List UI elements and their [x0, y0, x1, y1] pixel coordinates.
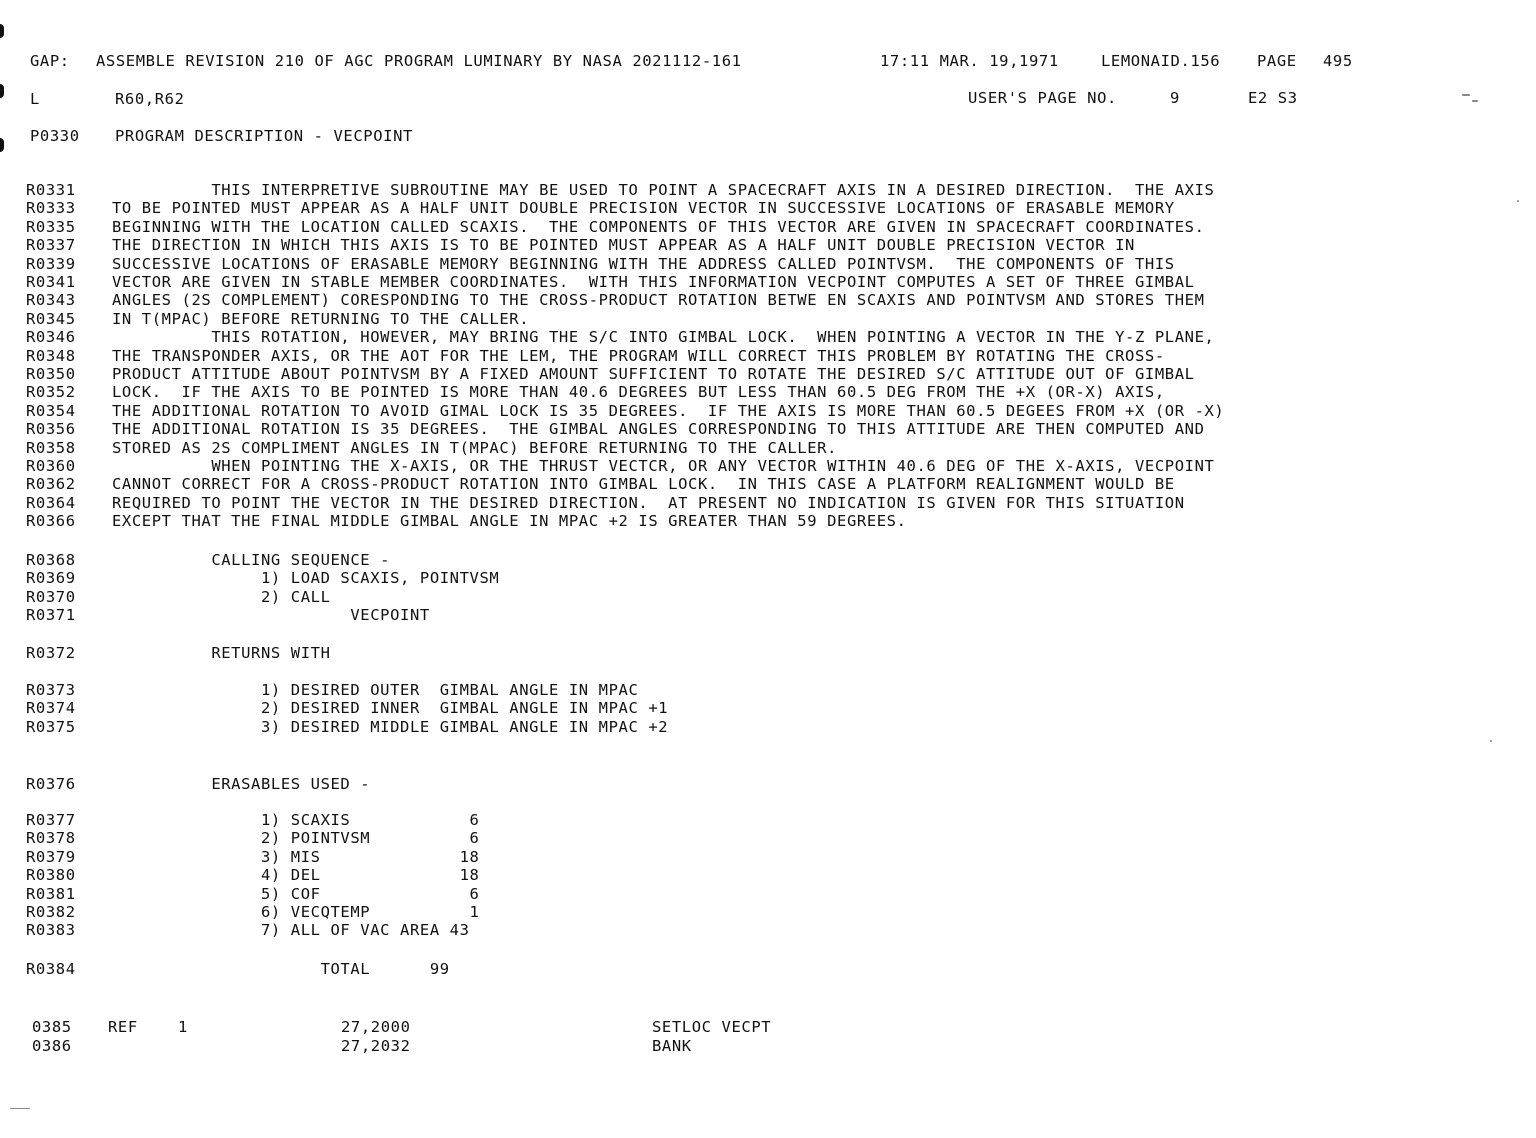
line-text: ANGLES (2S COMPLEMENT) CORESPONDING TO THE CROSS-PRODUCT ROTATION BETWE EN SCAXIS AND POINTVSM AND STORES THEM: [112, 291, 1205, 310]
line-tag: R0333: [26, 199, 76, 218]
code-address: 27,2000: [341, 1018, 411, 1036]
code-address: 27,2032: [341, 1037, 411, 1055]
line-text: REQUIRED TO POINT THE VECTOR IN THE DESIRED DIRECTION. AT PRESENT NO INDICATION IS GIVEN FOR THIS SITUATION: [112, 493, 1185, 512]
line-tag: R0356: [26, 420, 76, 439]
scan-speck: [1517, 200, 1519, 202]
line-text: 1) DESIRED OUTER GIMBAL ANGLE IN MPAC: [112, 681, 639, 699]
line-text: ERASABLES USED -: [112, 775, 371, 793]
line-tag: R0350: [26, 365, 76, 383]
code-operation: BANK: [652, 1037, 692, 1055]
line-tag: R0354: [26, 401, 76, 420]
line-text: 3) DESIRED MIDDLE GIMBAL ANGLE IN MPAC +2: [112, 717, 669, 736]
line-text: VECTOR ARE GIVEN IN STABLE MEMBER COORDINATES. WITH THIS INFORMATION VECPOINT COMPUTES A SET OF THREE GIMBAL: [112, 273, 1195, 291]
line-text: 2) CALL: [112, 587, 331, 606]
line-tag: R0339: [26, 254, 76, 273]
header-timestamp: 17:11 MAR. 19,1971: [880, 52, 1059, 70]
line-tag: R0377: [26, 811, 76, 829]
line-tag: R0384: [26, 960, 76, 978]
line-tag: R0343: [26, 291, 76, 310]
line-text: 3) MIS 18: [112, 847, 480, 866]
line-tag: R0372: [26, 644, 76, 662]
line-text: SUCCESSIVE LOCATIONS OF ERASABLE MEMORY BEGINNING WITH THE ADDRESS CALLED POINTVSM. THE COMPONENTS OF THIS: [112, 254, 1175, 273]
line-text: VECPOINT: [112, 606, 430, 625]
scan-speck: [10, 1108, 30, 1109]
punch-hole: [0, 24, 4, 38]
description-title: PROGRAM DESCRIPTION - VECPOINT: [115, 127, 413, 145]
line-text: CALLING SEQUENCE -: [112, 551, 391, 569]
line-tag: R0366: [26, 512, 76, 531]
line-text: EXCEPT THAT THE FINAL MIDDLE GIMBAL ANGLE IN MPAC +2 IS GREATER THAN 59 DEGREES.: [112, 512, 907, 531]
line-text: THE ADDITIONAL ROTATION IS 35 DEGREES. THE GIMBAL ANGLES CORRESPONDING TO THIS ATTITUDE ARE THEN COMPUTED AND: [112, 420, 1205, 439]
line-tag: R0345: [26, 309, 76, 328]
line-tag: R0369: [26, 569, 76, 588]
header-page-number: 495: [1323, 52, 1353, 70]
line-text: THE DIRECTION IN WHICH THIS AXIS IS TO BE POINTED MUST APPEAR AS A HALF UNIT DOUBLE PRECISION VECTOR IN: [112, 236, 1135, 255]
code-ref: REF: [108, 1018, 138, 1036]
line-tag: R0358: [26, 438, 76, 457]
line-text: THE TRANSPONDER AXIS, OR THE AOT FOR THE LEM, THE PROGRAM WILL CORRECT THIS PROBLEM BY ROTATING THE CROSS-: [112, 346, 1165, 365]
header-job: LEMONAID.156: [1101, 52, 1221, 70]
punch-hole: [0, 138, 4, 152]
code-line-number: 0385: [32, 1018, 72, 1036]
line-text: RETURNS WITH: [112, 644, 331, 662]
line-tag: R0352: [26, 383, 76, 402]
line-tag: R0381: [26, 884, 76, 903]
scan-speck: [1472, 100, 1478, 102]
users-page-label: USER'S PAGE NO.: [968, 89, 1117, 107]
line-text: BEGINNING WITH THE LOCATION CALLED SCAXIS. THE COMPONENTS OF THIS VECTOR ARE GIVEN IN SPACECRAFT COORDINATES.: [112, 217, 1205, 236]
code-ref-number: 1: [178, 1018, 188, 1036]
line-tag: R0348: [26, 346, 76, 365]
line-text: 4) DEL 18: [112, 866, 480, 885]
line-tag: R0382: [26, 903, 76, 921]
header-gap: GAP:: [30, 52, 70, 70]
description-tag: P0330: [30, 127, 80, 145]
line-text: TO BE POINTED MUST APPEAR AS A HALF UNIT DOUBLE PRECISION VECTOR IN SUCCESSIVE LOCATIONS OF ERASABLE MEMORY: [112, 199, 1175, 218]
scan-speck: [1490, 740, 1492, 742]
line-tag: R0375: [26, 717, 76, 736]
line-tag: R0379: [26, 847, 76, 866]
line-tag: R0378: [26, 829, 76, 848]
line-text: 2) POINTVSM 6: [112, 829, 480, 848]
line-text: 2) DESIRED INNER GIMBAL ANGLE IN MPAC +1: [112, 699, 669, 718]
line-text: THIS INTERPRETIVE SUBROUTINE MAY BE USED TO POINT A SPACECRAFT AXIS IN A DESIRED DIRECTION. THE AXIS: [112, 181, 1215, 199]
line-tag: R0331: [26, 181, 76, 199]
line-tag: R0346: [26, 328, 76, 347]
line-tag: R0374: [26, 699, 76, 718]
l-marker: L: [30, 90, 40, 108]
scan-speck: [1462, 94, 1470, 96]
header-page-label: PAGE: [1257, 52, 1297, 70]
line-text: THE ADDITIONAL ROTATION TO AVOID GIMAL LOCK IS 35 DEGREES. IF THE AXIS IS MORE THAN 60.5 DEGEES FROM +X (OR -X): [112, 401, 1225, 420]
line-text: 1) LOAD SCAXIS, POINTVSM: [112, 569, 500, 588]
line-text: TOTAL 99: [112, 960, 450, 978]
line-tag: R0360: [26, 457, 76, 475]
line-tag: R0373: [26, 681, 76, 699]
line-text: PRODUCT ATTITUDE ABOUT POINTVSM BY A FIXED AMOUNT SUFFICIENT TO ROTATE THE DESIRED S/C ATTITUDE OUT OF GIMBAL: [112, 365, 1195, 383]
section-code: E2 S3: [1248, 89, 1298, 107]
line-tag: R0341: [26, 273, 76, 291]
line-tag: R0376: [26, 775, 76, 793]
code-line-number: 0386: [32, 1037, 72, 1055]
line-text: 7) ALL OF VAC AREA 43: [112, 921, 470, 940]
users-page-number: 9: [1170, 89, 1180, 107]
line-text: 5) COF 6: [112, 884, 480, 903]
line-text: WHEN POINTING THE X-AXIS, OR THE THRUST VECTCR, OR ANY VECTOR WITHIN 40.6 DEG OF THE X-AXIS, VECPOINT: [112, 457, 1215, 475]
line-text: LOCK. IF THE AXIS TO BE POINTED IS MORE THAN 40.6 DEGREES BUT LESS THAN 60.5 DEG FROM THE +X (OR-X) AXIS,: [112, 383, 1165, 402]
line-tag: R0383: [26, 921, 76, 940]
code-operation: SETLOC VECPT: [652, 1018, 772, 1036]
punch-hole: [0, 84, 4, 98]
line-text: IN T(MPAC) BEFORE RETURNING TO THE CALLER.: [112, 309, 530, 328]
header-title: ASSEMBLE REVISION 210 OF AGC PROGRAM LUMINARY BY NASA 2021112-161: [96, 52, 742, 70]
line-tag: R0335: [26, 217, 76, 236]
line-tag: R0370: [26, 587, 76, 606]
line-text: 6) VECQTEMP 1: [112, 903, 480, 921]
line-tag: R0380: [26, 866, 76, 885]
line-text: CANNOT CORRECT FOR A CROSS-PRODUCT ROTATION INTO GIMBAL LOCK. IN THIS CASE A PLATFORM REALIGNMENT WOULD BE: [112, 475, 1175, 494]
line-tag: R0362: [26, 475, 76, 494]
line-tag: R0337: [26, 236, 76, 255]
line-tag: R0371: [26, 606, 76, 625]
line-tag: R0364: [26, 493, 76, 512]
line-text: 1) SCAXIS 6: [112, 811, 480, 829]
line-text: STORED AS 2S COMPLIMENT ANGLES IN T(MPAC) BEFORE RETURNING TO THE CALLER.: [112, 438, 838, 457]
line-tag: R0368: [26, 551, 76, 569]
line-text: THIS ROTATION, HOWEVER, MAY BRING THE S/C INTO GIMBAL LOCK. WHEN POINTING A VECTOR IN THE Y-Z PLANE,: [112, 328, 1215, 347]
routines-label: R60,R62: [115, 90, 185, 108]
